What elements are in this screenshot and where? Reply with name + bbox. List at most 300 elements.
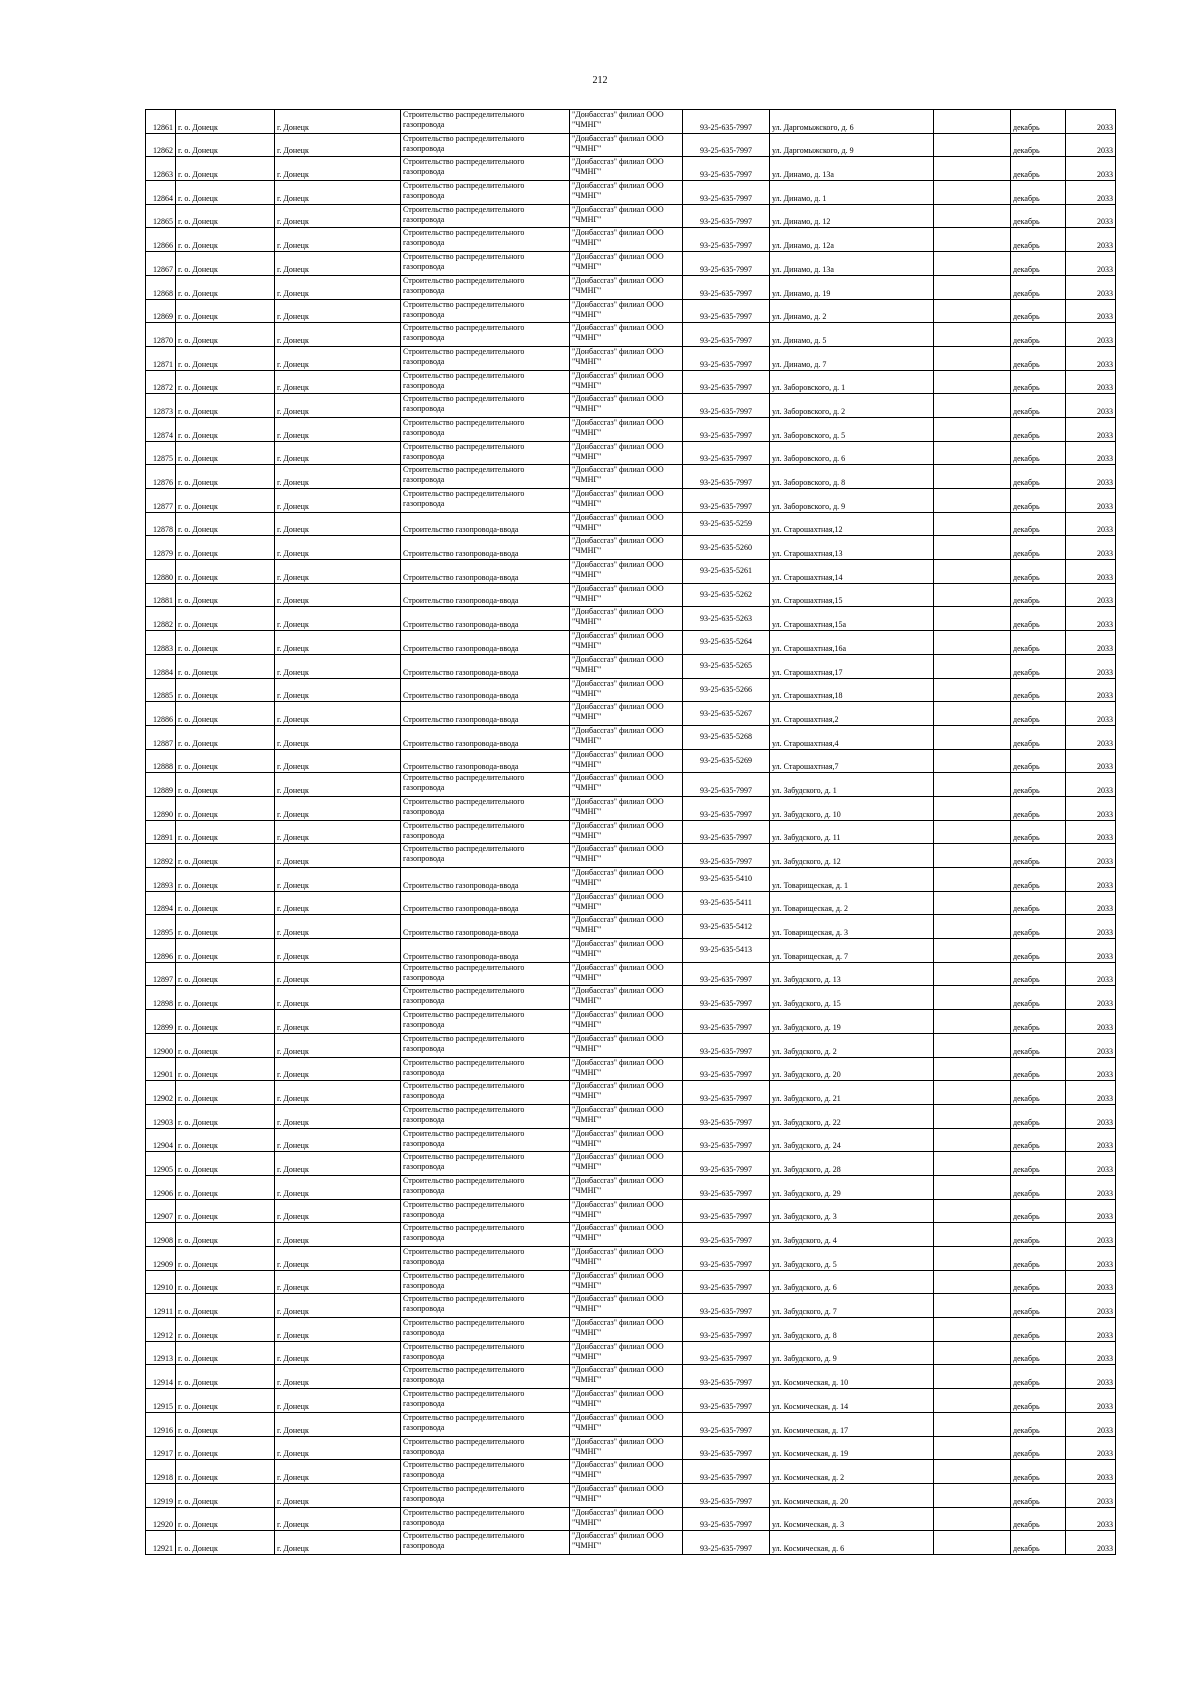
year: 2033 [1066, 1483, 1116, 1507]
municipal-district: г. о. Донецк [176, 1128, 275, 1152]
gas-organization: "Донбассгаз" филиал ООО "ЧМНГ" [570, 1223, 683, 1247]
work-description: Строительство распределительного газопровода [401, 1081, 570, 1105]
table-row [146, 678, 1116, 702]
municipal-district: г. о. Донецк [176, 820, 275, 844]
row-number: 12882 [146, 607, 176, 631]
municipal-district: г. о. Донецк [176, 110, 275, 134]
municipal-district: г. о. Донецк [176, 844, 275, 868]
address: ул. Товарищеская, д. 3 [770, 915, 934, 939]
table-row [146, 299, 1116, 323]
settlement: г. Донецк [275, 678, 401, 702]
year: 2033 [1066, 1128, 1116, 1152]
month: декабрь [1011, 1318, 1066, 1342]
municipal-district: г. о. Донецк [176, 323, 275, 347]
year: 2033 [1066, 417, 1116, 441]
year: 2033 [1066, 939, 1116, 963]
year: 2033 [1066, 1010, 1116, 1034]
settlement: г. Донецк [275, 1341, 401, 1365]
empty-cell [934, 607, 1011, 631]
year: 2033 [1066, 252, 1116, 276]
settlement: г. Донецк [275, 204, 401, 228]
gas-organization: "Донбассгаз" филиал ООО "ЧМНГ" [570, 1531, 683, 1555]
table-row [146, 275, 1116, 299]
gas-organization: "Донбассгаз" филиал ООО "ЧМНГ" [570, 796, 683, 820]
settlement: г. Донецк [275, 275, 401, 299]
table-row [146, 110, 1116, 134]
empty-cell [934, 749, 1011, 773]
month: декабрь [1011, 749, 1066, 773]
object-code: 93-25-635-7997 [683, 157, 770, 181]
month: декабрь [1011, 607, 1066, 631]
settlement: г. Донецк [275, 1412, 401, 1436]
object-code: 93-25-635-5412 [683, 915, 770, 939]
address: ул. Забудского, д. 7 [770, 1294, 934, 1318]
month: декабрь [1011, 915, 1066, 939]
table-row [146, 915, 1116, 939]
settlement: г. Донецк [275, 702, 401, 726]
month: декабрь [1011, 465, 1066, 489]
settlement: г. Донецк [275, 654, 401, 678]
row-number: 12875 [146, 441, 176, 465]
object-code: 93-25-635-7997 [683, 1294, 770, 1318]
empty-cell [934, 394, 1011, 418]
municipal-district: г. о. Донецк [176, 773, 275, 797]
municipal-district: г. о. Донецк [176, 536, 275, 560]
address: ул. Старошахтная,16а [770, 631, 934, 655]
gas-organization: "Донбассгаз" филиал ООО "ЧМНГ" [570, 844, 683, 868]
settlement: г. Донецк [275, 394, 401, 418]
empty-cell [934, 512, 1011, 536]
settlement: г. Донецк [275, 583, 401, 607]
municipal-district: г. о. Донецк [176, 749, 275, 773]
empty-cell [934, 1175, 1011, 1199]
object-code: 93-25-635-7997 [683, 1460, 770, 1484]
month: декабрь [1011, 844, 1066, 868]
year: 2033 [1066, 1223, 1116, 1247]
object-code: 93-25-635-5265 [683, 654, 770, 678]
work-description: Строительство распределительного газопровода [401, 465, 570, 489]
year: 2033 [1066, 1341, 1116, 1365]
month: декабрь [1011, 133, 1066, 157]
work-description: Строительство распределительного газопровода [401, 110, 570, 134]
empty-cell [934, 1270, 1011, 1294]
row-number: 12877 [146, 489, 176, 513]
empty-cell [934, 228, 1011, 252]
municipal-district: г. о. Донецк [176, 1104, 275, 1128]
municipal-district: г. о. Донецк [176, 1270, 275, 1294]
address: ул. Старошахтная,13 [770, 536, 934, 560]
table-row [146, 868, 1116, 892]
work-description: Строительство распределительного газопровода [401, 370, 570, 394]
gas-organization: "Донбассгаз" филиал ООО "ЧМНГ" [570, 1389, 683, 1413]
object-code: 93-25-635-7997 [683, 773, 770, 797]
object-code: 93-25-635-7997 [683, 962, 770, 986]
month: декабрь [1011, 654, 1066, 678]
year: 2033 [1066, 654, 1116, 678]
row-number: 12913 [146, 1341, 176, 1365]
row-number: 12884 [146, 654, 176, 678]
row-number: 12917 [146, 1436, 176, 1460]
object-code: 93-25-635-7997 [683, 1199, 770, 1223]
year: 2033 [1066, 157, 1116, 181]
work-description: Строительство распределительного газопровода [401, 796, 570, 820]
month: декабрь [1011, 536, 1066, 560]
empty-cell [934, 252, 1011, 276]
empty-cell [934, 1365, 1011, 1389]
work-description: Строительство газопровода-ввода [401, 749, 570, 773]
gas-organization: "Донбассгаз" филиал ООО "ЧМНГ" [570, 1057, 683, 1081]
row-number: 12889 [146, 773, 176, 797]
municipal-district: г. о. Донецк [176, 1341, 275, 1365]
month: декабрь [1011, 441, 1066, 465]
table-row [146, 489, 1116, 513]
year: 2033 [1066, 536, 1116, 560]
work-description: Строительство газопровода-ввода [401, 512, 570, 536]
work-description: Строительство распределительного газопровода [401, 820, 570, 844]
address: ул. Динамо, д. 7 [770, 346, 934, 370]
year: 2033 [1066, 915, 1116, 939]
address: ул. Забудского, д. 19 [770, 1010, 934, 1034]
year: 2033 [1066, 844, 1116, 868]
table-row [146, 512, 1116, 536]
settlement: г. Донецк [275, 986, 401, 1010]
work-description: Строительство газопровода-ввода [401, 536, 570, 560]
municipal-district: г. о. Донецк [176, 157, 275, 181]
table-row [146, 1507, 1116, 1531]
work-description: Строительство газопровода-ввода [401, 607, 570, 631]
address: ул. Товарищеская, д. 7 [770, 939, 934, 963]
gas-organization: "Донбассгаз" филиал ООО "ЧМНГ" [570, 1104, 683, 1128]
object-code: 93-25-635-7997 [683, 204, 770, 228]
municipal-district: г. о. Донецк [176, 725, 275, 749]
object-code: 93-25-635-7997 [683, 1223, 770, 1247]
work-description: Строительство распределительного газопровода [401, 252, 570, 276]
object-code: 93-25-635-7997 [683, 1270, 770, 1294]
year: 2033 [1066, 725, 1116, 749]
work-description: Строительство распределительного газопровода [401, 204, 570, 228]
object-code: 93-25-635-7997 [683, 299, 770, 323]
municipal-district: г. о. Донецк [176, 252, 275, 276]
table-row [146, 1152, 1116, 1176]
gas-organization: "Донбассгаз" филиал ООО "ЧМНГ" [570, 749, 683, 773]
work-description: Строительство распределительного газопровода [401, 962, 570, 986]
object-code: 93-25-635-7997 [683, 986, 770, 1010]
work-description: Строительство газопровода-ввода [401, 891, 570, 915]
year: 2033 [1066, 441, 1116, 465]
municipal-district: г. о. Донецк [176, 299, 275, 323]
address: ул. Заборовского, д. 6 [770, 441, 934, 465]
settlement: г. Донецк [275, 725, 401, 749]
table-row [146, 1483, 1116, 1507]
year: 2033 [1066, 370, 1116, 394]
gas-organization: "Донбассгаз" филиал ООО "ЧМНГ" [570, 891, 683, 915]
settlement: г. Донецк [275, 228, 401, 252]
table-row [146, 536, 1116, 560]
month: декабрь [1011, 560, 1066, 584]
municipal-district: г. о. Донецк [176, 1152, 275, 1176]
month: декабрь [1011, 725, 1066, 749]
year: 2033 [1066, 489, 1116, 513]
gas-organization: "Донбассгаз" филиал ООО "ЧМНГ" [570, 1436, 683, 1460]
table-row [146, 796, 1116, 820]
work-description: Строительство распределительного газопровода [401, 1175, 570, 1199]
table-row [146, 1057, 1116, 1081]
table-row [146, 607, 1116, 631]
object-code: 93-25-635-7997 [683, 323, 770, 347]
year: 2033 [1066, 1389, 1116, 1413]
month: декабрь [1011, 417, 1066, 441]
year: 2033 [1066, 1531, 1116, 1555]
table-row [146, 560, 1116, 584]
work-description: Строительство распределительного газопровода [401, 1436, 570, 1460]
table-row [146, 1033, 1116, 1057]
year: 2033 [1066, 1199, 1116, 1223]
empty-cell [934, 441, 1011, 465]
settlement: г. Донецк [275, 1247, 401, 1271]
object-code: 93-25-635-7997 [683, 1531, 770, 1555]
row-number: 12871 [146, 346, 176, 370]
municipal-district: г. о. Донецк [176, 133, 275, 157]
object-code: 93-25-635-7997 [683, 1104, 770, 1128]
address: ул. Старошахтная,15 [770, 583, 934, 607]
municipal-district: г. о. Донецк [176, 962, 275, 986]
month: декабрь [1011, 1104, 1066, 1128]
month: декабрь [1011, 1152, 1066, 1176]
work-description: Строительство распределительного газопровода [401, 275, 570, 299]
settlement: г. Донецк [275, 891, 401, 915]
object-code: 93-25-635-7997 [683, 110, 770, 134]
row-number: 12861 [146, 110, 176, 134]
municipal-district: г. о. Донецк [176, 583, 275, 607]
object-code: 93-25-635-7997 [683, 820, 770, 844]
empty-cell [934, 844, 1011, 868]
empty-cell [934, 1152, 1011, 1176]
municipal-district: г. о. Донецк [176, 560, 275, 584]
empty-cell [934, 110, 1011, 134]
object-code: 93-25-635-7997 [683, 1318, 770, 1342]
year: 2033 [1066, 986, 1116, 1010]
settlement: г. Донецк [275, 1318, 401, 1342]
object-code: 93-25-635-5262 [683, 583, 770, 607]
month: декабрь [1011, 891, 1066, 915]
year: 2033 [1066, 346, 1116, 370]
table-row [146, 1436, 1116, 1460]
year: 2033 [1066, 512, 1116, 536]
gas-organization: "Донбассгаз" филиал ООО "ЧМНГ" [570, 417, 683, 441]
row-number: 12915 [146, 1389, 176, 1413]
municipal-district: г. о. Донецк [176, 654, 275, 678]
empty-cell [934, 133, 1011, 157]
year: 2033 [1066, 394, 1116, 418]
table-row [146, 1175, 1116, 1199]
year: 2033 [1066, 891, 1116, 915]
year: 2033 [1066, 181, 1116, 205]
settlement: г. Донецк [275, 323, 401, 347]
settlement: г. Донецк [275, 181, 401, 205]
work-description: Строительство распределительного газопровода [401, 773, 570, 797]
empty-cell [934, 1010, 1011, 1034]
table-row [146, 1010, 1116, 1034]
municipal-district: г. о. Донецк [176, 1507, 275, 1531]
row-number: 12908 [146, 1223, 176, 1247]
empty-cell [934, 631, 1011, 655]
municipal-district: г. о. Донецк [176, 181, 275, 205]
object-code: 93-25-635-7997 [683, 1175, 770, 1199]
work-description: Строительство распределительного газопровода [401, 299, 570, 323]
work-description: Строительство распределительного газопровода [401, 986, 570, 1010]
empty-cell [934, 417, 1011, 441]
month: декабрь [1011, 631, 1066, 655]
empty-cell [934, 1223, 1011, 1247]
gas-organization: "Донбассгаз" филиал ООО "ЧМНГ" [570, 181, 683, 205]
settlement: г. Донецк [275, 441, 401, 465]
work-description: Строительство распределительного газопровода [401, 1033, 570, 1057]
settlement: г. Донецк [275, 133, 401, 157]
object-code: 93-25-635-7997 [683, 1436, 770, 1460]
municipal-district: г. о. Донецк [176, 986, 275, 1010]
table-row [146, 1294, 1116, 1318]
table-row [146, 1412, 1116, 1436]
settlement: г. Донецк [275, 1010, 401, 1034]
empty-cell [934, 1436, 1011, 1460]
table-row [146, 228, 1116, 252]
address: ул. Динамо, д. 19 [770, 275, 934, 299]
year: 2033 [1066, 1436, 1116, 1460]
row-number: 12885 [146, 678, 176, 702]
gas-organization: "Донбассгаз" филиал ООО "ЧМНГ" [570, 654, 683, 678]
table-row [146, 1460, 1116, 1484]
table-row [146, 441, 1116, 465]
row-number: 12916 [146, 1412, 176, 1436]
gas-organization: "Донбассгаз" филиал ООО "ЧМНГ" [570, 157, 683, 181]
address: ул. Товарищеская, д. 1 [770, 868, 934, 892]
year: 2033 [1066, 1460, 1116, 1484]
gas-organization: "Донбассгаз" филиал ООО "ЧМНГ" [570, 299, 683, 323]
gas-organization: "Донбассгаз" филиал ООО "ЧМНГ" [570, 678, 683, 702]
settlement: г. Донецк [275, 1152, 401, 1176]
municipal-district: г. о. Донецк [176, 796, 275, 820]
settlement: г. Донецк [275, 1436, 401, 1460]
table-row [146, 1104, 1116, 1128]
table-row [146, 962, 1116, 986]
municipal-district: г. о. Донецк [176, 275, 275, 299]
settlement: г. Донецк [275, 1483, 401, 1507]
settlement: г. Донецк [275, 939, 401, 963]
settlement: г. Донецк [275, 1270, 401, 1294]
month: декабрь [1011, 1365, 1066, 1389]
year: 2033 [1066, 299, 1116, 323]
month: декабрь [1011, 228, 1066, 252]
month: декабрь [1011, 583, 1066, 607]
address: ул. Забудского, д. 28 [770, 1152, 934, 1176]
work-description: Строительство распределительного газопровода [401, 1460, 570, 1484]
address: ул. Забудского, д. 4 [770, 1223, 934, 1247]
object-code: 93-25-635-7997 [683, 1412, 770, 1436]
work-description: Строительство распределительного газопровода [401, 1223, 570, 1247]
address: ул. Динамо, д. 13а [770, 252, 934, 276]
settlement: г. Донецк [275, 1128, 401, 1152]
empty-cell [934, 796, 1011, 820]
municipal-district: г. о. Донецк [176, 1318, 275, 1342]
settlement: г. Донецк [275, 417, 401, 441]
gas-organization: "Донбассгаз" филиал ООО "ЧМНГ" [570, 252, 683, 276]
work-description: Строительство распределительного газопровода [401, 1365, 570, 1389]
row-number: 12894 [146, 891, 176, 915]
empty-cell [934, 1057, 1011, 1081]
object-code: 93-25-635-7997 [683, 1128, 770, 1152]
municipal-district: г. о. Донецк [176, 1175, 275, 1199]
gas-organization: "Донбассгаз" филиал ООО "ЧМНГ" [570, 1341, 683, 1365]
empty-cell [934, 678, 1011, 702]
month: декабрь [1011, 1199, 1066, 1223]
municipal-district: г. о. Донецк [176, 1081, 275, 1105]
settlement: г. Донецк [275, 346, 401, 370]
object-code: 93-25-635-5266 [683, 678, 770, 702]
settlement: г. Донецк [275, 868, 401, 892]
gas-organization: "Донбассгаз" филиал ООО "ЧМНГ" [570, 346, 683, 370]
work-description: Строительство распределительного газопровода [401, 1128, 570, 1152]
object-code: 93-25-635-7997 [683, 1389, 770, 1413]
empty-cell [934, 583, 1011, 607]
settlement: г. Донецк [275, 1199, 401, 1223]
row-number: 12891 [146, 820, 176, 844]
month: декабрь [1011, 939, 1066, 963]
object-code: 93-25-635-5260 [683, 536, 770, 560]
address: ул. Космическая, д. 17 [770, 1412, 934, 1436]
work-description: Строительство распределительного газопровода [401, 1152, 570, 1176]
object-code: 93-25-635-7997 [683, 370, 770, 394]
gas-organization: "Донбассгаз" филиал ООО "ЧМНГ" [570, 607, 683, 631]
settlement: г. Донецк [275, 157, 401, 181]
row-number: 12912 [146, 1318, 176, 1342]
address: ул. Старошахтная,18 [770, 678, 934, 702]
gas-organization: "Донбассгаз" филиал ООО "ЧМНГ" [570, 1294, 683, 1318]
year: 2033 [1066, 607, 1116, 631]
object-code: 93-25-635-5268 [683, 725, 770, 749]
municipal-district: г. о. Донецк [176, 915, 275, 939]
municipal-district: г. о. Донецк [176, 394, 275, 418]
gas-organization: "Донбассгаз" филиал ООО "ЧМНГ" [570, 1507, 683, 1531]
table-row [146, 1199, 1116, 1223]
gas-organization: "Донбассгаз" филиал ООО "ЧМНГ" [570, 560, 683, 584]
address: ул. Динамо, д. 12 [770, 204, 934, 228]
page-number: 212 [592, 75, 608, 86]
object-code: 93-25-635-7997 [683, 1507, 770, 1531]
row-number: 12876 [146, 465, 176, 489]
object-code: 93-25-635-7997 [683, 1341, 770, 1365]
object-code: 93-25-635-7997 [683, 441, 770, 465]
work-description: Строительство распределительного газопровода [401, 394, 570, 418]
address: ул. Забудского, д. 2 [770, 1033, 934, 1057]
month: декабрь [1011, 796, 1066, 820]
row-number: 12910 [146, 1270, 176, 1294]
month: декабрь [1011, 1436, 1066, 1460]
gas-organization: "Донбассгаз" филиал ООО "ЧМНГ" [570, 323, 683, 347]
year: 2033 [1066, 678, 1116, 702]
settlement: г. Донецк [275, 252, 401, 276]
row-number: 12893 [146, 868, 176, 892]
year: 2033 [1066, 583, 1116, 607]
month: декабрь [1011, 346, 1066, 370]
empty-cell [934, 1460, 1011, 1484]
empty-cell [934, 1389, 1011, 1413]
work-description: Строительство распределительного газопровода [401, 1389, 570, 1413]
year: 2033 [1066, 1104, 1116, 1128]
work-description: Строительство распределительного газопровода [401, 1507, 570, 1531]
work-description: Строительство распределительного газопровода [401, 1318, 570, 1342]
address: ул. Забудского, д. 8 [770, 1318, 934, 1342]
municipal-district: г. о. Донецк [176, 346, 275, 370]
